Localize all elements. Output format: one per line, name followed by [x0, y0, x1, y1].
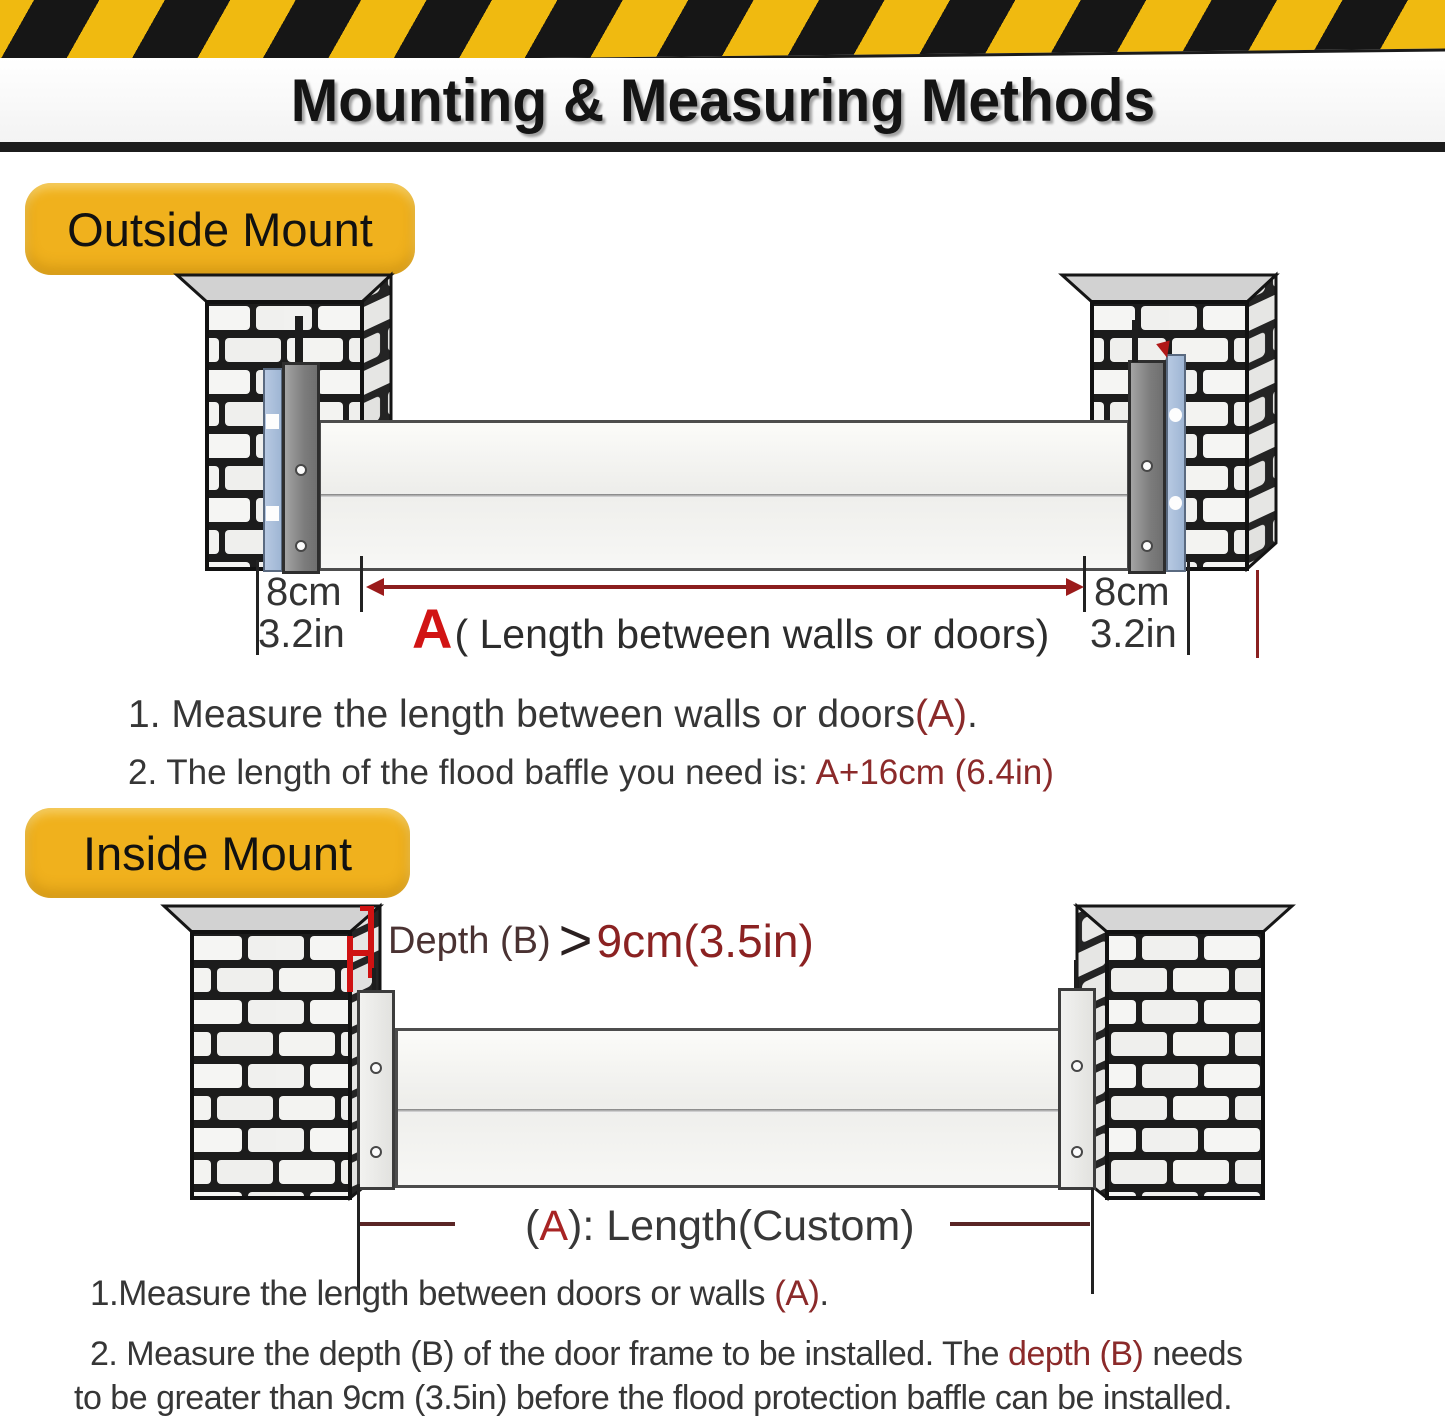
dim-left-inch: 3.2in: [258, 612, 345, 656]
strip-mark: [266, 414, 279, 429]
dim-right-cm: 8cm: [1094, 570, 1170, 614]
screw-hole: [1141, 540, 1153, 552]
brick-pillar-inside-left: [152, 900, 392, 1202]
dimension-line: [360, 1222, 455, 1226]
screw-hole: [1071, 1060, 1083, 1072]
depth-annotation-label: Depth (B): [388, 919, 551, 962]
inside-instructions: [74, 1272, 1445, 1420]
seal-strip-left: [263, 368, 283, 572]
screw-hole: [295, 464, 307, 476]
page-title: Mounting & Measuring Methods: [290, 66, 1155, 134]
hazard-stripe-banner: [0, 0, 1445, 58]
arrow-head-left-icon: [366, 578, 384, 596]
outside-mount-badge-label: Outside Mount: [67, 202, 373, 256]
length-a-letter: A: [539, 1202, 569, 1250]
arrow-head-right-icon: [1066, 578, 1084, 596]
depth-marker-icon: [347, 936, 353, 992]
inside-mount-badge-label: Inside Mount: [82, 826, 353, 880]
depth-annotation-value: 9cm(3.5in): [596, 915, 814, 967]
outside-mount-badge: [25, 183, 415, 275]
outside-instructions: [128, 690, 1378, 798]
dim-left-cm: 8cm: [266, 570, 342, 614]
dimension-tick: [360, 556, 363, 612]
instruction-step: 2. The length of the flood baffle you need is: A+16cm (6.4in): [128, 753, 1054, 792]
strip-mark: [1169, 408, 1182, 422]
inside-length-label: (A): Length(Custom): [525, 1202, 915, 1250]
instruction-step: 1.Measure the length between doors or walls (A).: [90, 1274, 829, 1313]
dimension-tick: [1187, 560, 1190, 655]
bracket-pin: [1074, 960, 1078, 990]
seal-strip-right: [1166, 354, 1186, 572]
wall-slot-left: [295, 316, 303, 368]
bracket-pin: [372, 968, 376, 992]
flood-barrier-outside: [318, 420, 1130, 571]
dimension-arrow-line: [370, 585, 1080, 589]
hazard-stripes: [0, 0, 1445, 58]
mount-bracket-inside-right: [1058, 988, 1096, 1190]
strip-mark: [266, 506, 279, 521]
instruction-step: 2. Measure the depth (B) of the door frame to be installed. The depth (B) needs: [90, 1335, 1243, 1373]
instruction-step: 1. Measure the length between walls or doors(A).: [128, 693, 978, 736]
barrier-seam: [398, 1109, 1059, 1113]
length-a-letter: A: [412, 597, 453, 660]
length-a-text: ( Length between walls or doors): [454, 611, 1050, 657]
screw-hole: [1071, 1146, 1083, 1158]
screw-hole: [370, 1146, 382, 1158]
strip-mark: [1169, 496, 1182, 510]
wall-slot-right: [1132, 320, 1138, 362]
dim-right-inch: 3.2in: [1090, 612, 1177, 656]
dimension-line: [950, 1222, 1090, 1226]
depth-marker-icon: [347, 950, 374, 956]
header: [0, 58, 1445, 142]
depth-annotation: [388, 908, 814, 973]
mount-bracket-inside-left: [357, 990, 395, 1190]
barrier-seam: [321, 494, 1127, 498]
length-a-label: [412, 596, 1049, 661]
greater-than-symbol: >: [558, 908, 593, 973]
inside-mount-badge: [25, 808, 410, 898]
instruction-step-continued: to be greater than 9cm (3.5in) before the flood protection baffle can be installed.: [74, 1379, 1233, 1417]
dimension-tick-red: [1256, 570, 1259, 658]
screw-hole: [295, 540, 307, 552]
flood-barrier-inside: [395, 1028, 1062, 1188]
screw-hole: [370, 1062, 382, 1074]
header-divider: [0, 142, 1445, 152]
screw-hole: [1141, 460, 1153, 472]
depth-marker-icon: [360, 906, 374, 911]
